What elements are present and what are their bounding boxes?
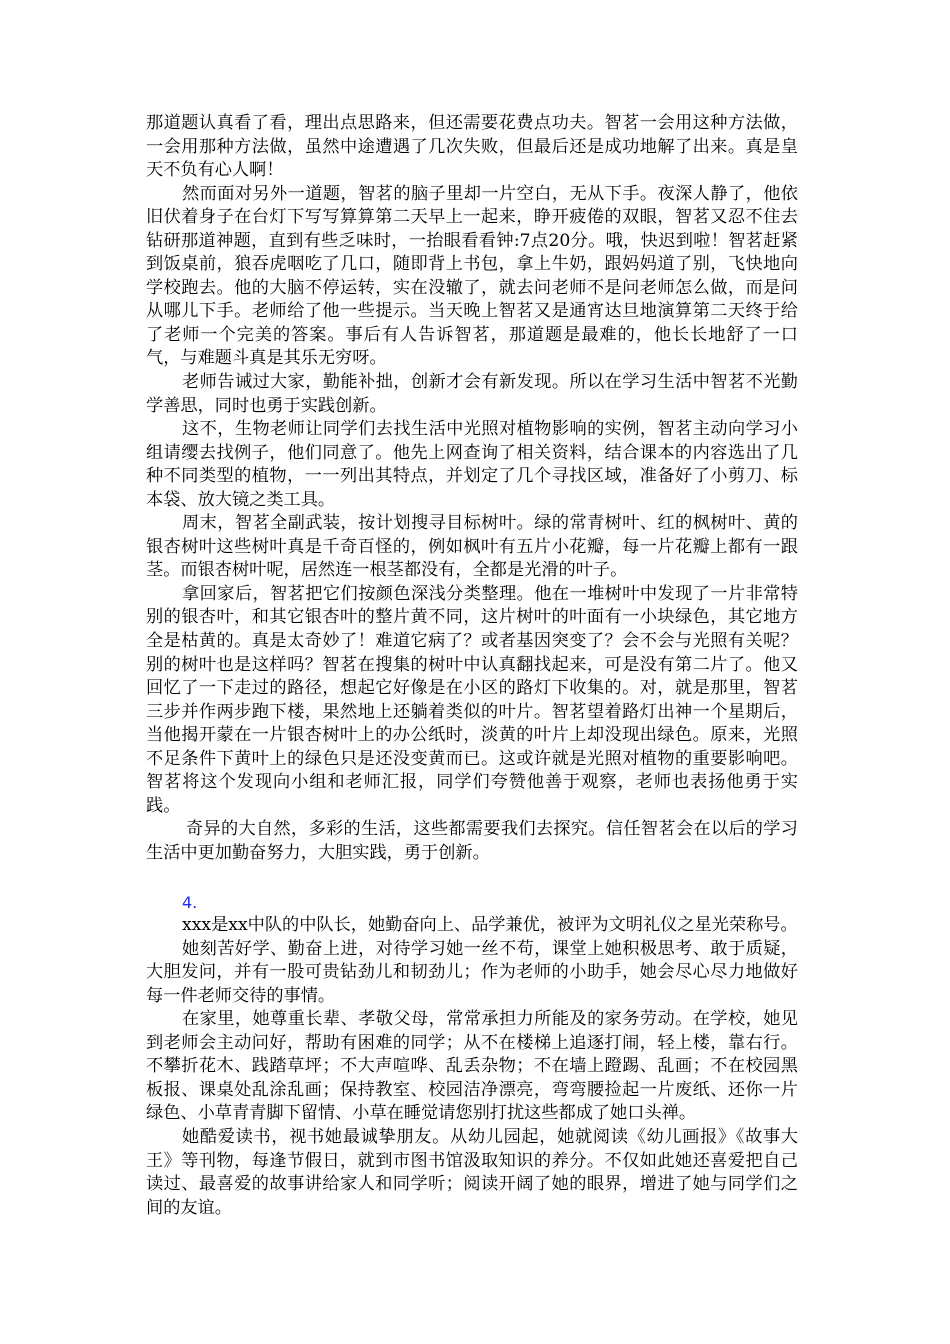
paragraph: 在家里，她尊重长辈、孝敬父母，常常承担力所能及的家务劳动。在学校，她见到老师会主动问好，帮助有困难的同学；从不在楼梯上追逐打闹，轻上楼，靠右行。不攀折花木、践踏草坪；不大声喧哗、乱丢杂物；不在墙上蹬踢、乱画；不在校园黑板报、课桌处乱涂乱画；保持教室、校园洁净漂亮，弯弯腰捡起一片废纸、还你一片绿色、小草青青脚下留情、小草在睡觉请您别打扰这些都成了她口头禅。: [146, 1009, 798, 1124]
section-number: 4.: [182, 892, 198, 912]
document-page: [146, 112, 798, 1220]
section-spacer: [146, 866, 798, 891]
paragraph: 然而面对另外一道题，智茗的脑子里却一片空白，无从下手。夜深人静了，他依旧伏着身子在台灯下写写算算第二天早上一起来，睁开疲倦的双眼，智茗又忍不住去钻研那道神题，直到有些乏味时，一抬眼看看钟:7点20分。哦，快迟到啦！智茗赶紧到饭桌前，狼吞虎咽吃了几口，随即背上书包，拿上牛奶，跟妈妈道了别，飞快地向学校跑去。他的大脑不停运转，实在没辙了，就去问老师不是问老师怎么做，而是问从哪儿下手。老师给了他一些提示。当天晚上智茗又是通宵达旦地演算第二天终于给了老师一个完美的答案。事后有人告诉智茗，那道题是最难的，他长长地舒了一口气，与难题斗真是其乐无穷呀。: [146, 183, 798, 369]
paragraph: xxx是xx中队的中队长，她勤奋向上、品学兼优，被评为文明礼仪之星光荣称号。: [182, 915, 798, 936]
paragraph: 那道题认真看了看，理出点思路来，但还需要花费点功夫。智茗一会用这种方法做，一会用那种方法做，虽然中途遭遇了几次失败，但最后还是成功地解了出来。真是皇天不负有心人啊！: [146, 113, 798, 181]
paragraph: 老师告诫过大家，勤能补拙，创新才会有新发现。所以在学习生活中智茗不光勤学善思，同时也勇于实践创新。: [146, 372, 798, 416]
paragraph: 拿回家后，智茗把它们按颜色深浅分类整理。他在一堆树叶中发现了一片非常特别的银杏叶，和其它银杏叶的整片黄不同，这片树叶的叶面有一小块绿色，其它地方全是枯黄的。真是太奇妙了！难道它病了？或者基因突变了？会不会与光照有关呢？别的树叶也是这样吗？智茗在搜集的树叶中认真翻找起来，可是没有第二片了。他又回忆了一下走过的路径，想起它好像是在小区的路灯下收集的。对，就是那里，智茗三步并作两步跑下楼，果然地上还躺着类似的叶片。智茗望着路灯出神一个星期后，当他揭开蒙在一片银杏树叶上的办公纸时，淡黄的叶片上却没现出绿色。原来，光照不足条件下黄叶上的绿色只是还没变黄而已。这或许就是光照对植物的重要影响吧。智茗将这个发现向小组和老师汇报，同学们夸赞他善于观察，老师也表扬他勇于实践。: [146, 583, 798, 816]
paragraph: 奇异的大自然，多彩的生活，这些都需要我们去探究。信任智茗会在以后的学习生活中更加勤奋努力，大胆实践，勇于创新。: [146, 819, 798, 863]
paragraph: 这不，生物老师让同学们去找生活中光照对植物影响的实例，智茗主动向学习小组请缨去找例子，他们同意了。他先上网查询了相关资料，结合课本的内容选出了几种不同类型的植物，一一列出其特点，并划定了几个寻找区域，准备好了小剪刀、标本袋、放大镜之类工具。: [146, 419, 798, 510]
paragraph: 周末，智茗全副武装，按计划搜寻目标树叶。绿的常青树叶、红的枫树叶、黄的银杏树叶这些树叶真是千奇百怪的，例如枫叶有五片小花瓣，每一片花瓣上都有一跟茎。而银杏树叶呢，居然连一根茎都没有，全都是光滑的叶子。: [146, 513, 798, 581]
paragraph: 她酷爱读书，视书她最诚挚朋友。从幼儿园起，她就阅读《幼儿画报》《故事大王》等刊物，每逢节假日，就到市图书馆汲取知识的养分。不仅如此她还喜爱把自己读过、最喜爱的故事讲给家人和同学听；阅读开阔了她的眼界，增进了她与同学们之间的友谊。: [146, 1126, 798, 1218]
paragraph: 她刻苦好学、勤奋上进，对待学习她一丝不苟，课堂上她积极思考、敢于质疑，大胆发问，并有一股可贵钻劲儿和韧劲儿；作为老师的小助手，她会尽心尽力地做好每一件老师交待的事情。: [146, 938, 798, 1006]
